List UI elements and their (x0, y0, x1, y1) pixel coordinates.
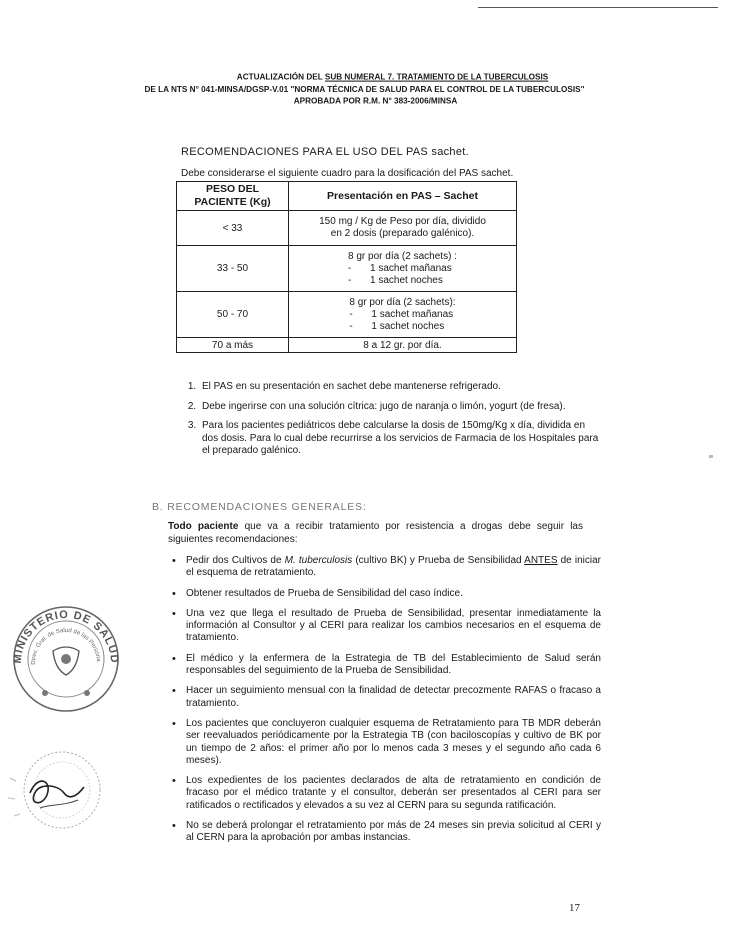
dose-cell (289, 246, 517, 292)
pas-intro: Debe considerarse el siguiente cuadro para la dosificación del PAS sachet. (181, 168, 514, 179)
underlined-word: ANTES (524, 555, 558, 566)
dose-main: 8 gr por día (2 sachets): (349, 296, 456, 308)
header-line-3: APROBADA POR R.M. N° 383-2006/MINSA (293, 96, 458, 106)
list-item: • No se deberá prolongar el retratamiento por más de 24 meses sin previa solicitud al CERI y al CERN para la aprobación por ambas instancias. (186, 820, 601, 845)
dose-item: - 1 sachet mañanas (348, 262, 452, 274)
top-rule (478, 7, 718, 8)
list-item: • Obtener resultados de Prueba de Sensibilidad del caso índice. (186, 588, 601, 600)
peso-cell: 50 - 70 (177, 292, 289, 338)
dose-table (176, 181, 517, 353)
dose-item: - 1 sachet noches (348, 274, 443, 286)
pas-recommendations-list (181, 381, 599, 465)
general-section-title: B. RECOMENDACIONES GENERALES: (152, 501, 367, 513)
dose-cell: 8 a 12 gr. por día. (289, 338, 517, 353)
general-recommendations-list (168, 555, 601, 853)
peso-cell: 70 a más (177, 338, 289, 353)
list-item: • Los expedientes de los pacientes declarados de alta de retratamiento en condición de fracaso por el médico tratante y el consultor, deberán ser presentados al CERI para ser ratificados o rectificados y elevados a su vez al CERN para su segunda ratificación. (186, 775, 601, 812)
header-line-1 (56, 71, 729, 83)
header-peso: PESO DEL PACIENTE (Kg) (177, 182, 289, 211)
ministry-seal-stamp (5, 601, 127, 713)
table-row (177, 292, 517, 338)
dose-main: 150 mg / Kg de Peso por día, dividido (319, 216, 486, 227)
list-item: 1. El PAS en su presentación en sachet debe mantenerse refrigerado. (199, 381, 599, 394)
list-item: • Hacer un seguimiento mensual con la finalidad de detectar precozmente RAFAS o fracaso a tratamiento. (186, 685, 601, 710)
header-line-1-prefix: ACTUALIZACIÓN DEL (236, 72, 325, 82)
svg-text:MINISTERIO DE SALUD: MINISTERIO DE SALUD (11, 608, 121, 665)
svg-text:Direc. Gral. de Salud de las P: Direc. Gral. de Salud de las Persona (30, 627, 102, 665)
peso-cell: < 33 (177, 211, 289, 246)
list-item: 2. Debe ingerirse con una solución cítrica: jugo de naranja o limón, yogurt (de fresa). (199, 401, 599, 414)
intro-rest: que va a recibir tratamiento por resistencia a drogas debe seguir las siguientes recomendaciones: (168, 521, 583, 545)
table-row (177, 211, 517, 246)
table-header-row (177, 182, 517, 211)
dose-item: - 1 sachet mañanas (349, 308, 454, 320)
general-intro (168, 521, 583, 546)
organism-name: M. tuberculosis (284, 555, 353, 566)
scan-speck (709, 455, 713, 458)
peso-cell: 33 - 50 (177, 246, 289, 292)
dose-main: 8 gr por día (2 sachets) : (348, 250, 457, 262)
list-item: 3. Para los pacientes pediátricos debe calcularse la dosis de 150mg/Kg x día, dividida en dos dosis. Para lo cual debe recurrirse a los servicios de Farmacia de los Hospitales para el preparado galénico. (199, 420, 599, 458)
document-header (0, 71, 729, 107)
list-item: • Una vez que llega el resultado de Prueba de Sensibilidad, presentar inmediatamente la información al Consultor y al CERI para realizar los cambios necesarios en el esquema de tratamiento. (186, 608, 601, 645)
dose-item: - 1 sachet noches (349, 320, 445, 332)
header-presentacion: Presentación en PAS – Sachet (289, 182, 517, 211)
dose-sub: en 2 dosis (preparado galénico). (330, 228, 475, 239)
pas-section-title: RECOMENDACIONES PARA EL USO DEL PAS sachet. (181, 146, 469, 158)
header-line-1-underlined: SUB NUMERAL 7. TRATAMIENTO DE LA TUBERCULOSIS (324, 72, 549, 82)
dose-cell (289, 211, 517, 246)
signature-stamp (0, 738, 120, 838)
list-item: • Pedir dos Cultivos de M. tuberculosis (cultivo BK) y Prueba de Sensibilidad ANTES de iniciar el esquema de retratamiento. (186, 555, 601, 580)
dose-cell (289, 292, 517, 338)
header-line-2: DE LA NTS N° 041-MINSA/DGSP-V.01 "NORMA TÉCNICA DE SALUD PARA EL CONTROL DE LA TUBERCULOSIS" (144, 84, 585, 94)
list-item: • El médico y la enfermera de la Estrategia de TB del Establecimiento de Salud serán responsables del seguimiento de la Prueba de Sensibilidad. (186, 653, 601, 678)
table-row (177, 338, 517, 353)
intro-bold: Todo paciente (168, 521, 239, 532)
list-item: • Los pacientes que concluyeron cualquier esquema de Retratamiento para TB MDR deberán ser reevaluados periódicamente por la Estrategia TB (con baciloscopías y cultivo de BK por un tiempo de 2 años: el primer año por lo menos cada 3 meses y el segundo año cada 6 meses). (186, 718, 601, 767)
table-row (177, 246, 517, 292)
page-number: 17 (569, 902, 580, 914)
